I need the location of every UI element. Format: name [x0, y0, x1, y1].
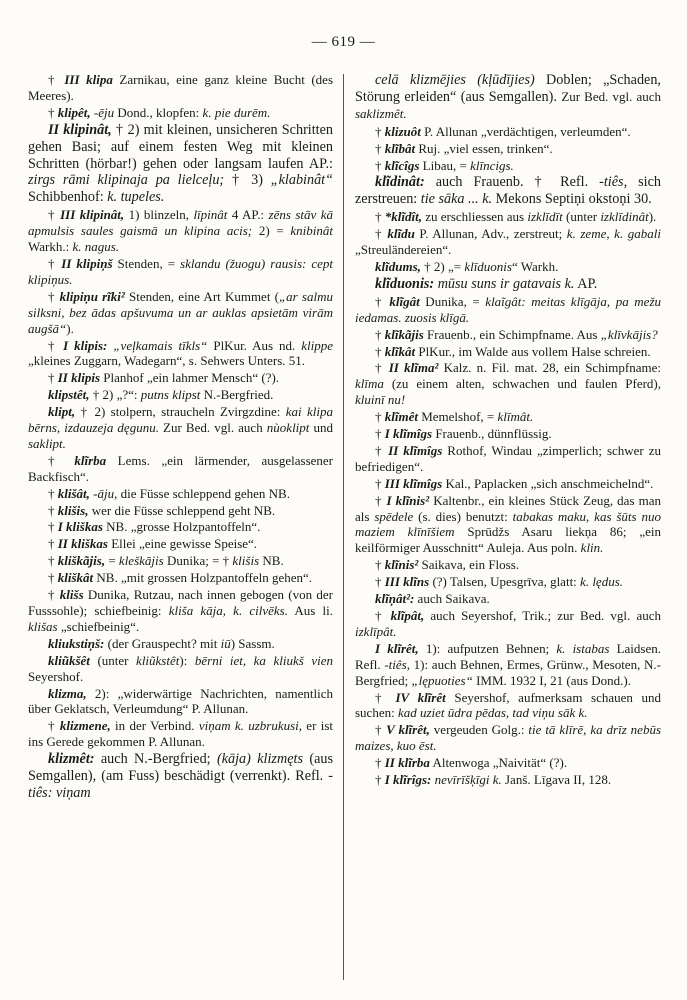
dictionary-entry: † klipêt, -ēju Dond., klopfen: k. pie durēm.	[48, 104, 271, 120]
dictionary-entry: † klĩdu P. Allunan, Adv., zerstreut; k. zeme, k. gabali „Streuländereien“.	[355, 226, 661, 258]
dictionary-entry: kliukstiņš: (der Grauspecht? mit iū) Sassm.	[48, 635, 275, 651]
dictionary-entry: † III klĩns (?) Talsen, Upesgrīva, glatt: k. lędus.	[375, 574, 624, 590]
dictionary-entry: klizmêt: auch N.-Bergfried; (kāja) klizmęts (aus Semgallen), (am Fuss) beschädigt (verrenkt). Refl. -tiês: viņam	[28, 751, 333, 801]
dictionary-entry: † I klĩmîgs Frauenb., dünnflüssig.	[375, 426, 552, 442]
dictionary-entry: celā klizmējies (kļūdījies) Doblen; „Schaden, Störung erleiden“ (aus Semgallen). Zur Bed. vgl. auch saklizmêt.	[355, 72, 661, 121]
dictionary-entry: † II klipis Planhof „ein lahmer Mensch“ (?).	[48, 370, 280, 386]
dictionary-entry: klĩduonis: mūsu suns ir gatavais k. AP.	[375, 275, 598, 292]
dictionary-entry: II klipinât, † 2) mit kleinen, unsicheren Schritten gehen Basi; auf einem festen Weg mit kleinen Schritten (hörbar!) gehen oder langsam laufen AP.: zirgs rāmi klipinaja pa lielceļu; † 3) „klabinât“ Schibbenhof: k. tupeles.	[28, 121, 334, 206]
dictionary-entry: † klĩmêt Memelshof, = klīmât.	[375, 409, 534, 425]
dictionary-entry: † V klĩrêt, vergeuden Golg.: tie tā klīrē, ka drīz nebūs maizes, kuo ēst.	[355, 722, 662, 754]
dictionary-entry: † II klĩmîgs Rothof, Windau „zimperlich; schwer zu befriedigen“.	[355, 442, 661, 474]
dictionary-entry: I klĩrêt, 1): aufputzen Behnen; k. istabas Laidsen. Refl. -tiês, 1): auch Behnen, Ermes, Grünw., Mesoten, N.-Bergfried; „lępuoties“ IMM. 1932 I, 21 (aus Dond.).	[355, 640, 661, 688]
dictionary-entry: † klĩgât Dunika, = klaĩgât: meitas klīgāja, pa mežu iedamas. zuosis klīgā.	[355, 293, 662, 325]
dictionary-entry: † klipiņu rĩki² Stenden, eine Art Kummet („ar salmu silksni, bez ādas apšuvuma un ar auklas apsietām virām augšā“).	[28, 288, 333, 336]
dictionary-entry: † II klipiņš Stenden, = sklandu (žuogu) rausis: cept klipiņus.	[28, 255, 334, 287]
dictionary-entry: † II klĩma² Kalz. n. Fil. mat. 28, ein Schimpfname: klīma (zu einem alten, schwachen und faulen Pferd), kluinī nu!	[355, 360, 662, 408]
dictionary-entry: † III klipinât, 1) blinzeln, līpinât 4 AP.: zēns stāv kā apmulsis saules gaismā un klipina acis; 2) = knibinât Warkh.: k. nagus.	[28, 207, 333, 255]
dictionary-entry: klizma, 2): „widerwärtige Nachrichten, namentlich über Geklatsch, Verleumdung“ P. Allunan.	[28, 685, 333, 717]
dictionary-entry: † klišât, -āju, die Füsse schleppend gehen NB.	[48, 485, 290, 501]
dictionary-entry: † klišs Dunika, Rutzau, nach innen gebogen (von der Fusssohle); schiefbeinig: kliša kāja, k. cilvēks. Aus li. klišas „schiefbeinig“.	[28, 587, 334, 634]
dictionary-entry: † klĩnis² Saikava, ein Floss.	[375, 557, 520, 573]
dictionary-entry: kliũkšêt (unter kliũkstêt): bērni iet, ka kliukš vien Seyershof.	[28, 652, 333, 684]
dictionary-entry: † III klipa Zarnikau, eine ganz kleine Bucht (des Meeres).	[28, 72, 334, 103]
page-number: — 619 —	[311, 34, 376, 50]
right-column	[355, 72, 661, 789]
column-divider	[343, 74, 344, 980]
dictionary-entry: † klĩkât PlKur., im Walde aus vollem Halse schreien.	[375, 343, 651, 359]
dictionary-entry: † II klĩrba Altenwoga „Naivität“ (?).	[375, 755, 568, 771]
dictionary-entry: † I klĩnis² Kaltenbr., ein kleines Stück Zeug, das man als spēdele (s. dies) benutzt: tabakas maku, kas šūts nuo maziem klīnīšiem Sprūdžs Asaru liekņa 86; „ein keilförmiger Ausschnitt“ Auleja. Aus poln. klin.	[355, 492, 662, 556]
dictionary-entry: † klizuôt P. Allunan „verdächtigen, verleumden“.	[375, 123, 631, 139]
dictionary-entry: † III klĩmîgs Kal., Paplacken „sich anschmeichelnd“.	[375, 475, 654, 491]
dictionary-entry: † *klĩdît, zu erschliessen aus izklīdīt (unter izklīdinât).	[375, 209, 657, 225]
dictionary-entry: † I kliškas NB. „grosse Holzpantoffeln“.	[48, 519, 261, 535]
dictionary-entry: † klĩrba Lems. „ein lärmender, ausgelassener Backfisch“.	[28, 452, 333, 484]
left-column	[28, 72, 333, 803]
dictionary-entry: † I klipis: „veļkamais tīkls“ PlKur. Aus nd. klippe „kleines Zuggarn, Wadegarn“, s. Sehwers Unters. 51.	[28, 337, 334, 369]
dictionary-entry: † klĩkãjis Frauenb., ein Schimpfname. Aus „klīvkājis?	[375, 326, 658, 342]
dictionary-entry: † klizmene, in der Verbind. viņam k. uzbrukusi, er ist ins Gerede gekommen P. Allunan.	[28, 718, 333, 750]
dictionary-entry: klĩdinât: auch Frauenb. † Refl. -tiês, sich zerstreuen: tie sāka ... k. Mekons Septiņi okstoņi 30.	[355, 174, 661, 208]
dictionary-entry: klĩņât²: auch Saikava.	[375, 591, 490, 607]
dictionary-entry: † IV klĩrêt Seyershof, aufmerksam schauen und suchen: kad uziet ūdra pēdas, tad viņu sāk k.	[355, 689, 662, 721]
dictionary-entry: † klĩcîgs Libau, = klīncigs.	[375, 157, 514, 173]
dictionary-entry: † kliškãjis, = kleškājis Dunika; = † klišis NB.	[48, 553, 284, 569]
dictionary-entry: klipt, † 2) stolpern, straucheln Zvirgzdine: kai klipa bērns, izdauzeja dęgunu. Zur Bed. vgl. auch nùoklipt und saklipt.	[28, 404, 333, 451]
dictionary-entry: † I klĩrîgs: nevīrīšķīgi k. Janš. Līgava II, 128.	[375, 772, 612, 788]
dictionary-entry: klipstêt, † 2) „?“: putns klipst N.-Bergfried.	[48, 387, 274, 403]
dictionary-entry: † II kliškas Ellei „eine gewisse Speise“.	[48, 536, 258, 552]
dictionary-entry: † klĩbât Ruj. „viel essen, trinken“.	[375, 140, 553, 156]
dictionary-entry: † kliškât NB. „mit grossen Holzpantoffeln gehen“.	[48, 570, 313, 586]
dictionary-entry: † klišis, wer die Füsse schleppend geht NB.	[48, 502, 276, 518]
dictionary-entry: klĩdums, † 2) „= klīduonis“ Warkh.	[375, 258, 559, 274]
dictionary-entry: † klĩpât, auch Seyershof, Trik.; zur Bed. vgl. auch izklīpât.	[355, 608, 662, 639]
